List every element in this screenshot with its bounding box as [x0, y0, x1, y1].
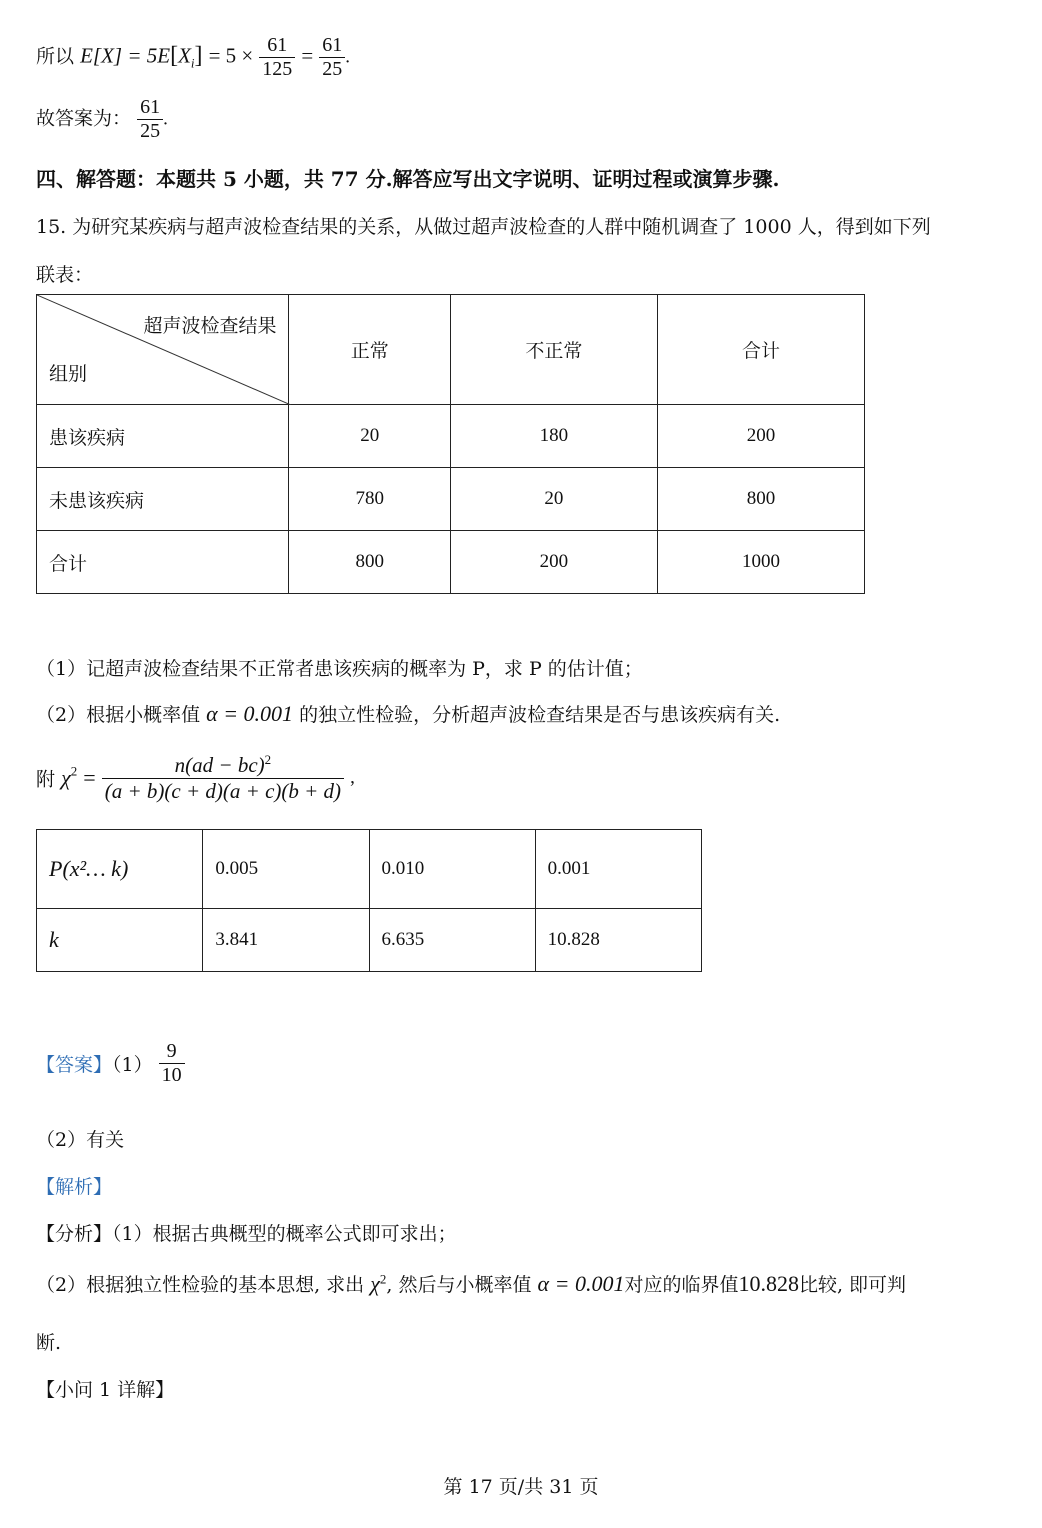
table-row [37, 909, 702, 972]
table-cell: 800 [657, 468, 864, 531]
table-cell: 10.828 [535, 909, 701, 972]
table-corner-cell [37, 295, 289, 405]
table-row [37, 468, 865, 531]
header-cell: 不正常 [450, 295, 657, 405]
table-cell: 200 [657, 405, 864, 468]
row-label: 患该疾病 [37, 405, 289, 468]
table-cell: 6.635 [369, 909, 535, 972]
answer-fraction-9-10: $\frac{9}{10}$ [159, 1040, 185, 1087]
row-label: P(x²… k) [37, 830, 203, 909]
table-row [37, 830, 702, 909]
critical-value-table [36, 829, 702, 972]
contingency-table [36, 294, 865, 594]
row-label: k [37, 909, 203, 972]
analysis-line-2: （2）根据独立性检验的基本思想, 求出 $\chi^2$, 然后与小概率值 α = 0.001对应的临界值10.828比较, 即可判 [36, 1271, 907, 1296]
detail-tag: 【小问 1 详解】 [36, 1379, 175, 1401]
section-title: 四、解答题：本题共 5 小题，共 77 分.解答应写出文字说明、证明过程或演算步骤. [36, 167, 780, 191]
analysis-line-1: 【分析】（1）根据古典概型的概率公式即可求出； [36, 1223, 457, 1245]
table-cell: 20 [289, 405, 450, 468]
header-cell: 正常 [289, 295, 450, 405]
page-footer: 第 17 页/共 31 页 [443, 1476, 599, 1498]
row-label: 未患该疾病 [37, 468, 289, 531]
chi-square-formula: 附 $\chi^2$ = $\frac{n(ad - bc)^2}{(a + b)(c + d)(a + c)(b + d)}$ , [36, 752, 355, 803]
table-cell: 20 [450, 468, 657, 531]
table-row [37, 405, 865, 468]
table-cell: 200 [450, 531, 657, 594]
answer-tag: 【答案】 [36, 1054, 113, 1076]
table-cell: 180 [450, 405, 657, 468]
analysis-line-3: 断. [36, 1332, 62, 1354]
table-row [37, 531, 865, 594]
table-cell: 800 [289, 531, 450, 594]
question-part-1: （1）记超声波检查结果不正常者患该疾病的概率为 P，求 P 的估计值； [36, 658, 643, 680]
fraction-61-25: $\frac{61}{25}$ [319, 34, 345, 81]
table-cell: 1000 [657, 531, 864, 594]
corner-top-label: 超声波检查结果 [143, 315, 277, 337]
table-cell: 780 [289, 468, 450, 531]
answer-line-1: 【答案】（1） $\frac{9}{10}$ [36, 1040, 185, 1087]
analysis-tag: 【解析】 [36, 1176, 113, 1198]
answer-line-2: （2）有关 [36, 1129, 125, 1151]
question-stem-line-1: 15. 为研究某疾病与超声波检查结果的关系，从做过超声波检查的人群中随机调查了 1000 人，得到如下列 [36, 216, 931, 238]
question-part-2: （2）根据小概率值 α = 0.001 的独立性检验，分析超声波检查结果是否与患该疾病有关. [36, 701, 781, 726]
table-cell: 0.001 [535, 830, 701, 909]
header-cell: 合计 [657, 295, 864, 405]
table-cell: 0.010 [369, 830, 535, 909]
formula-fraction: $\frac{n(ad - bc)^2}{(a + b)(c + d)(a + c)(b + d)}$ [102, 752, 344, 804]
prev-line-2: 故答案为： $\frac{61}{25}$ . [36, 96, 168, 142]
question-stem-line-2: 联表： [36, 264, 94, 286]
prev-line-1: 所以 $E[X] = 5E[X_i] = 5$ × $\frac{61}{125}$ = $\frac{61}{25}$ . [36, 34, 350, 80]
answer-fraction: $\frac{61}{25}$ [137, 96, 163, 143]
fraction-61-125: $\frac{61}{125}$ [259, 34, 295, 81]
row-label: 合计 [37, 531, 289, 594]
corner-bottom-label: 组别 [49, 363, 88, 385]
table-cell: 3.841 [203, 909, 369, 972]
table-cell: 0.005 [203, 830, 369, 909]
